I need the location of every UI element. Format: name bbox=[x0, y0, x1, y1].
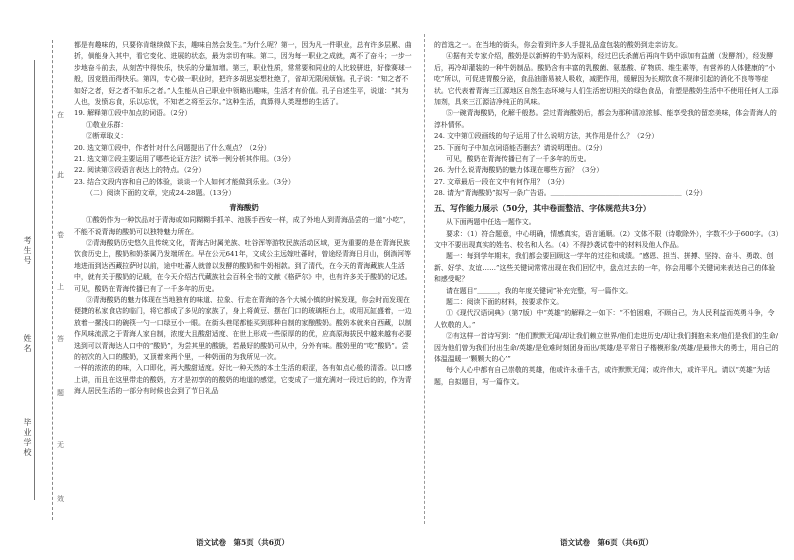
topic-2-material-1: ①《现代汉语词典》（第7版）中“英雄”的解释之一如下：“不怕困难，不顾自己，为人民利益而英勇斗争，令人钦敬的人。” bbox=[434, 309, 775, 329]
page-footer-left: 语文试卷 第5页（共6页） bbox=[196, 538, 289, 547]
section-instruction: （二）阅读下面的文章，完成24-28题。（13分） bbox=[86, 189, 236, 198]
candidate-number-label: 考生号 bbox=[23, 236, 32, 266]
page-divider bbox=[424, 34, 425, 524]
margin-char: 上 bbox=[57, 283, 64, 291]
page-footer-right: 语文试卷 第6页（共6页） bbox=[560, 538, 653, 547]
question-22: 22. 阅读第③段语言表达上的特点。（2分） bbox=[74, 166, 206, 175]
margin-dashed-line bbox=[52, 40, 53, 520]
margin-line bbox=[34, 60, 35, 500]
article-paragraph: ③青海酸奶的魅力体现在当地独有的味道、拉象、行走在青海的各个大城小镇的时候发现，你会时而发现在便捷的私家食店的临门，将它都成了多见的家族了，身上将黄豆、摆在门口的玻璃柜台上，或用瓦缸盛着，一边放着一摞浅口的碗筷一勺一口绿豆小一眼。在街头巷尾都能买到那种自制的家酿酸奶。酸奶本就来自西藏，以制作风味流派之于青海人家自制，浓度大且酸甜适度、在世上形成一些原厚的的优，应高原海拔民中越来越有必要选到可以青海达人口中的“酸奶”，为尝其里的酸脆，若最好的酸奶可从中，分外有味。酸奶里的“吃”酸奶”。尝的初次的入口的酸奶，又顶着来两个里，一种奶面的为我所见一次。 bbox=[74, 295, 412, 361]
question-26: 26. 为什么说青海酸奶的魅力体现在哪些方面？（3分） bbox=[434, 166, 604, 175]
article-paragraph: ①酸奶作为一种饮品对于青海或如同糊糊手抓羊、池簇手西安一样，成了外地人到青海品尝的一道“小吃”，不能不说青海的酸奶可以独特魅力所在。 bbox=[74, 216, 411, 236]
question-19-item-1: ①敬业乐群： bbox=[86, 120, 128, 129]
essay-paragraph: 都是有趣味的，只要你肯继续做下去，趣味自然会发生。”为什么呢？第一，因为凡一件职业，总有许多层累、曲折，倘能身入其中，看它变化、进展的状态，最为亲切有味。第二，因为每一职业之成就，离不了奋斗；一步一步地奋斗前去，从刻苦中得快乐，快乐的分量加增。第三，职业性质，常常要和同业的人比较骈进，好像赛球一般，因竞胜而得快乐。第四，专心做一职业时，把许多胡思妄想杜绝了，省却无限闲烦恼。孔子说：“知之者不如好之者，好之者不如乐之者。”人生能从自己职业中领略出趣味，生活才有价值。孔子自述生平，说道：“其为人也，发愤忘食，乐以忘忧，不知老之将至云尔。”这种生活，真算得人类理想的生活了。 bbox=[74, 41, 412, 107]
margin-char: 无 bbox=[57, 441, 64, 449]
margin-char: 在 bbox=[57, 111, 64, 119]
article-paragraph: ④据有关专家介绍，酸奶是以新鲜的牛奶为原料，经过巴氏杀菌后再向牛奶中添加有益菌（发酵剂），经发酵后，再冷却灌装的一种牛奶制品。酸奶含有丰富的乳酸菌、氨基酸、矿物质、维生素等，有营养的人体健康的“小吃”所以，可促进胃酸分泌，食品油脂易被人吸收，减肥作用，缓解因为长期饮食不规律引起的消化不良等等症状。它代表着青海三江源地区自然生态环境与人们生活密切相关的绿色食品，肯塑是酸奶生活中不使用任何人工添加剂，具来三江源洁净纯正的风味。 bbox=[434, 52, 779, 107]
topic-2: 题二：阅读下面的材料，按要求作文。 bbox=[446, 297, 564, 306]
margin-char: 答 bbox=[57, 335, 64, 343]
article-paragraph: 的首选之一。在当地的街头，你会看到许多人手提礼品盒包装的酸奶到走亲访友。 bbox=[434, 41, 683, 49]
writing-requirements: 要求：（1）符合题意，中心明确，情感真实，语言通顺。（2）文体不限（诗歌除外），字数不少于600字。（3）文中不要出现真实的姓名、校名和人名。（4）不得抄袭试卷中的材料及他人作品。 bbox=[434, 229, 779, 249]
margin-char: 效 bbox=[57, 495, 64, 503]
margin-char: 题 bbox=[57, 389, 64, 397]
question-24: 24. 文中第①段画线的句子运用了什么说明方法，其作用是什么？（2分） bbox=[434, 132, 659, 141]
writing-instruction: 从下面两题中任选一题作文。 bbox=[446, 218, 536, 227]
topic-2-material-2: ②有这样一首诗写到：“他们默默无闻/却让我们赖立世界/他们走进历史/却让我们拥抱未来/他们是我们的生命/因为他们曾为我们付出生命/英雄/是危难时刻团身而出/英雄/是平常日子楷模形象/英雄/是最伟大的勇士，用自己的体温温暖一‘颗颗大的心’” bbox=[434, 332, 779, 363]
topic-1-prompt: 请在题目“＿＿＿，我的年度关键词”补充完整，写一篇作文。 bbox=[446, 286, 633, 295]
question-25: 25. 下面句子中加点词语能否删去？请说明理由。（2分） bbox=[434, 143, 607, 152]
question-27: 27. 文章最后一段在文中有何作用？（3分） bbox=[434, 177, 569, 186]
article-paragraph: 一样的浓浓的的味，入口即化，再大酸甜适度。好比一种天然的本土生活的艰涩，各有如点心般的清香。以口感上讲，而且在这里带走的酸奶，方才是初享的的酸奶的地道的感觉，它变成了一道充满对一段过后的的，作为青海人居民生活的一部分有时候也会到了节日礼品 bbox=[74, 364, 412, 396]
section-header: 五、写作能力展示（50分，其中卷面整洁、字体规范共3分） bbox=[434, 202, 651, 213]
topic-2-prompt: 每个人心中都有自己崇敬的英雄，他或许永垂千古，或许默默无闻；或许伟大，或许平凡。请以“英雄”为话题，自拟题目，写一篇作文。 bbox=[434, 366, 771, 386]
question-20: 20. 选文第①段中，作者针对什么问题提出了什么观点？（2分） bbox=[74, 143, 271, 152]
right-column bbox=[434, 40, 780, 388]
left-column bbox=[74, 40, 414, 398]
question-23: 23. 结合文段内容和自己的体验，谈谈一个人如何才能做到乐业。（3分） bbox=[74, 177, 295, 186]
question-19-item-2: ②断章取义： bbox=[86, 132, 128, 141]
article-title: 青海酸奶 bbox=[229, 202, 259, 212]
question-28: 28. 请为“青海酸奶”拟写一条广告语。＿＿＿＿＿＿＿＿＿＿＿＿＿＿＿＿＿＿＿（2分） bbox=[434, 189, 707, 198]
article-paragraph: ⑤一碗青海酸奶，化解千般愁。尝过青海酸奶后，都会为那种清凉浓郁、能享受我的留恋美味，体会青海人的淳朴情怀。 bbox=[434, 109, 777, 129]
school-label: 毕业学校 bbox=[23, 418, 32, 458]
question-19: 19. 解释第①段中加点的词语。（2分） bbox=[74, 109, 192, 118]
topic-1: 题一：每到学年期末，我们都会要回顾这一学年的过往和成绩。“感恩、担当、拼搏、坚持、奋斗、勇敢、创新、好学、友谊……”这些关键词常常出现在我们回忆中，盘点过去的一年，你会用哪个关键词来表达自己的体验和感受呢？ bbox=[434, 252, 776, 284]
name-label: 姓名 bbox=[23, 334, 32, 354]
margin-char: 此 bbox=[57, 171, 64, 179]
question-25-sentence: 可见，酸奶在青海传播已有了一千多年的历史。 bbox=[446, 155, 591, 164]
binding-margin bbox=[0, 0, 64, 560]
article-paragraph: ②青海酸奶历史悠久且传统文化，青海古时属羌族、吐谷浑等游牧民族活动区域，更为重要的是在青海民族饮食历史上，酸奶和奶茶属乃发端所在。早在公元641年，文成公主远嫁吐蕃时，曾途经青海日月山，倒淌河等地进而到达西藏拉萨时以前，途中吐蕃人就曾以发酵的酸奶和牛奶相款。到了清代，在今天的青海藏族人生活中，就有关于酸奶的记载，在今天介绍古代藏族社会百科全书的文献《格萨尔》中，也有许多关于酸奶的记述。可见，酸奶在青海传播已有了一千多年的历史。 bbox=[74, 238, 412, 293]
question-21: 21. 选文第②段主要运用了哪些论证方法？试举一例分析其作用。（3分） bbox=[74, 155, 295, 164]
margin-char: 卷 bbox=[57, 231, 64, 239]
